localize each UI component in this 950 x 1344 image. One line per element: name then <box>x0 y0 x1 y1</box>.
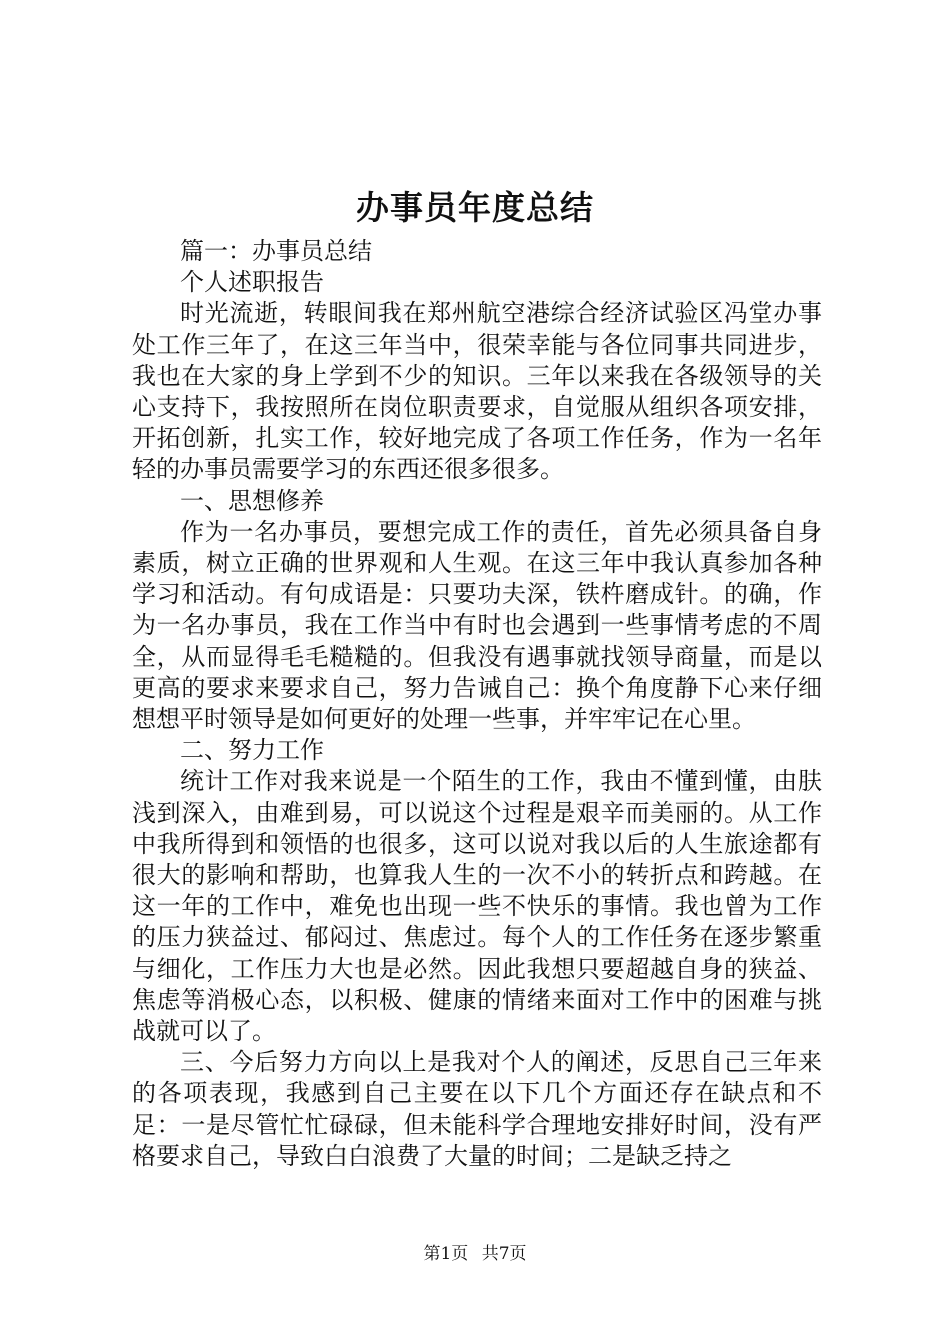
page-footer <box>0 1243 950 1265</box>
document-title: 办事员年度总结 <box>356 188 594 227</box>
paragraph-report-heading: 个人述职报告 <box>180 268 324 297</box>
paragraph-section-heading: 篇一：办事员总结 <box>180 237 372 265</box>
paragraph-future: 三、今后努力方向以上是我对个人的阐述，反思自己三年来的各项表现，我感到自己主要在以下几个方面还存在缺点和不足：一是尽管忙忙碌碌，但未能科学合理地安排好时间，没有严格要求自己，导致白白浪费了大量的时间；二是缺乏持之 <box>132 1048 822 1170</box>
paragraph-work: 统计工作对我来说是一个陌生的工作，我由不懂到懂，由肤浅到深入，由难到易，可以说这个过程是艰辛而美丽的。从工作中我所得到和领悟的也很多，这可以说对我以后的人生旅途都有很大的影响和帮助，也算我人生的一次不小的转折点和跨越。在这一年的工作中，难免也出现一些不快乐的事情。我也曾为工作的压力狭益过、郁闷过、焦虑过。每个人的工作任务在逐步繁重与细化，工作压力大也是必然。因此我想只要超越自身的狭益、焦虑等消极心态，以积极、健康的情绪来面对工作中的困难与挑战就可以了。 <box>132 767 822 1046</box>
paragraph-heading-work: 二、努力工作 <box>180 736 324 765</box>
paragraph-intro: 时光流逝，转眼间我在郑州航空港综合经济试验区冯堂办事处工作三年了，在这三年当中，很荣幸能与各位同事共同进步，我也在大家的身上学到不少的知识。三年以来我在各级领导的关心支持下，我按照所在岗位职责要求，自觉服从组织各项安排，开拓创新，扎实工作，较好地完成了各项工作任务，作为一名年轻的办事员需要学习的东西还很多很多。 <box>132 299 822 484</box>
paragraph-thought: 作为一名办事员，要想完成工作的责任，首先必须具备自身素质，树立正确的世界观和人生观。在这三年中我认真参加各种学习和活动。有句成语是：只要功夫深，铁杵磨成针。的确，作为一名办事员，我在工作当中有时也会遇到一些事情考虑的不周全，从而显得毛毛糙糙的。但我没有遇事就找领导商量，而是以更高的要求来要求自己，努力告诫自己：换个角度静下心来仔细想想平时领导是如何更好的处理一些事，并牢牢记在心里。 <box>132 517 822 734</box>
paragraph-heading-thought: 一、思想修养 <box>180 486 324 515</box>
page-total: 共7页 <box>481 1244 527 1264</box>
page-number: 第1页 <box>423 1244 469 1264</box>
document-body <box>132 236 822 1172</box>
